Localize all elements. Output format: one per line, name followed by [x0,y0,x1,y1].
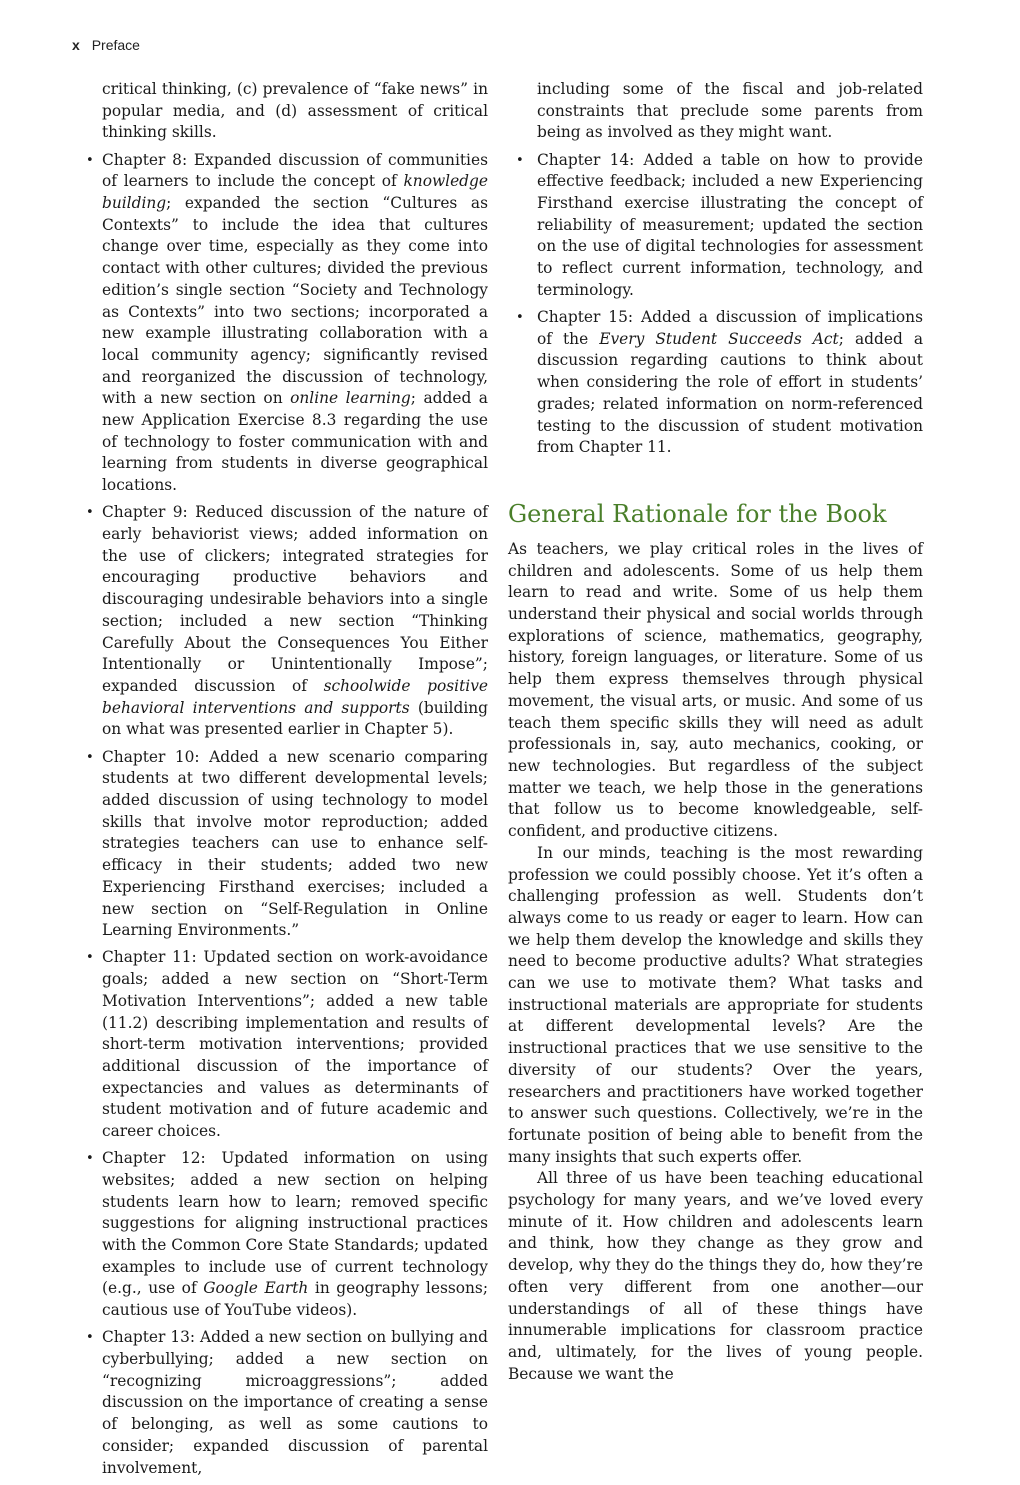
list-item-chapter-15: • Chapter 15: Added a discussion of implications of the Every Student Succeeds Act; added a discussion regarding cautions to think about when considering the role of effort in students’ grades; related information on norm-referenced testing to the discussion of student motivation from Chapter 11. [508,307,923,459]
page-number: x [72,37,80,53]
continuation-text: critical thinking, (c) prevalence of “fake news” in popular media, and (d) assessment of critical thinking skills. [102,80,488,142]
emphasis: schoolwide positive behavioral interventions and supports [102,676,489,717]
running-head [72,37,140,53]
list-item-chapter-14: • Chapter 14: Added a table on how to provide effective feedback; included a new Experiencing Firsthand exercise illustrating the concept of reliability of measurement; updated the section on the use of digital technologies for assessment to reflect current information, technology, and terminology. [508,150,923,302]
emphasis: online learning [290,389,411,408]
body-paragraph: In our minds, teaching is the most rewarding profession we could possibly choose. Yet it’s often a challenging profession as well. Students don’t always come to us ready or eager to learn. How can we help them develop the knowledge and skills they need to become productive adults? What strategies can we use to motivate them? What tasks and instructional materials are appropriate for students at different developmental levels? Are the instructional practices that we use sensitive to the diversity of our students? Over the years, researchers and practitioners have worked together to answer such questions. Collectively, we’re in the fortunate position of being able to benefit from the many insights that such experts offer. [508,843,923,1166]
left-column [86,79,488,1485]
list-item-chapter-10: • Chapter 10: Added a new scenario comparing students at two different developmental levels; added discussion of using technology to model skills that involve motor reproduction; added strategies teachers can use to enhance self-efficacy in their students; added two new Experiencing Firsthand exercises; included a new section on “Self-Regulation in Online Learning Environments.” [86,747,488,942]
list-item-chapter-8: • Chapter 8: Expanded discussion of communities of learners to include the concept of knowledge building; expanded the section “Cultures as Contexts” to include the idea that cultures change over time, especially as they come into contact with other cultures; divided the previous edition’s single section “Society and Technology as Contexts” into two sections; incorporated a new example illustrating collaboration with a local community agency; significantly revised and reorganized the discussion of technology, with a new section on online learning; added a new Application Exercise 8.3 regarding the use of technology to foster communication with and learning from students in diverse geographical locations. [86,150,488,497]
section-heading: General Rationale for the Book [508,499,887,528]
right-column [508,79,923,1385]
list-item-chapter-12: • Chapter 12: Updated information on using websites; added a new section on helping students learn how to learn; removed specific suggestions for aligning instructional practices with the Common Core State Standards; updated examples to include use of current technology (e.g., use of Google Earth in geography lessons; cautious use of YouTube videos). [86,1148,488,1322]
body-paragraph: As teachers, we play critical roles in the lives of children and adolescents. Some of us help them learn to read and write. Some of us help them understand their physical and social worlds through explorations of science, mathematics, geography, history, foreign languages, or literature. Some of us help them express themselves through physical movement, the visual arts, or music. And some of us teach them specific skills they will need as adult professionals in, say, auto mechanics, cooking, or new technologies. But regardless of the subject matter we teach, we help those in the generations that follow us to become knowledgeable, self-confident, and productive citizens. [508,539,923,841]
list-item-chapter-11: • Chapter 11: Updated section on work-avoidance goals; added a new section on “Short-Term Motivation Interventions”; added a new table (11.2) describing implementation and results of short-term motivation interventions; provided additional discussion of the importance of expectancies and values as determinants of student motivation and of future academic and career choices. [86,947,488,1142]
running-head-label: Preface [91,37,140,53]
revision-list [86,150,488,1480]
emphasis: Google Earth [203,1279,309,1298]
list-item-chapter-9: • Chapter 9: Reduced discussion of the nature of early behaviorist views; added information on the use of clickers; integrated strategies for encouraging productive behaviors and discouraging undesirable behaviors into a single section; included a new section “Thinking Carefully About the Consequences You Either Intentionally or Unintentionally Impose”; expanded discussion of schoolwide positive behavioral interventions and supports (building on what was presented earlier in Chapter 5). [86,502,488,741]
body-paragraph: All three of us have been teaching educational psychology for many years, and we’ve loved every minute of it. How children and adolescents learn and think, how they change as they grow and develop, why they do the things they do, how they’re often very different from one another—our understandings of all of these things have innumerable implications for classroom practice and, ultimately, for the lives of young people. Because we want the [508,1169,923,1383]
emphasis: knowledge building [102,172,488,213]
emphasis: Every Student Succeeds Act [599,329,839,348]
list-item-chapter-13: • Chapter 13: Added a new section on bullying and cyberbullying; added a new section on “recognizing microaggressions”; added discussion on the importance of creating a sense of belonging, as well as some cautions to consider; expanded discussion of parental involvement, [86,1327,488,1479]
continuation-text: including some of the fiscal and job-related constraints that preclude some parents from being as involved as they might want. [537,80,923,142]
revision-list [508,150,923,459]
